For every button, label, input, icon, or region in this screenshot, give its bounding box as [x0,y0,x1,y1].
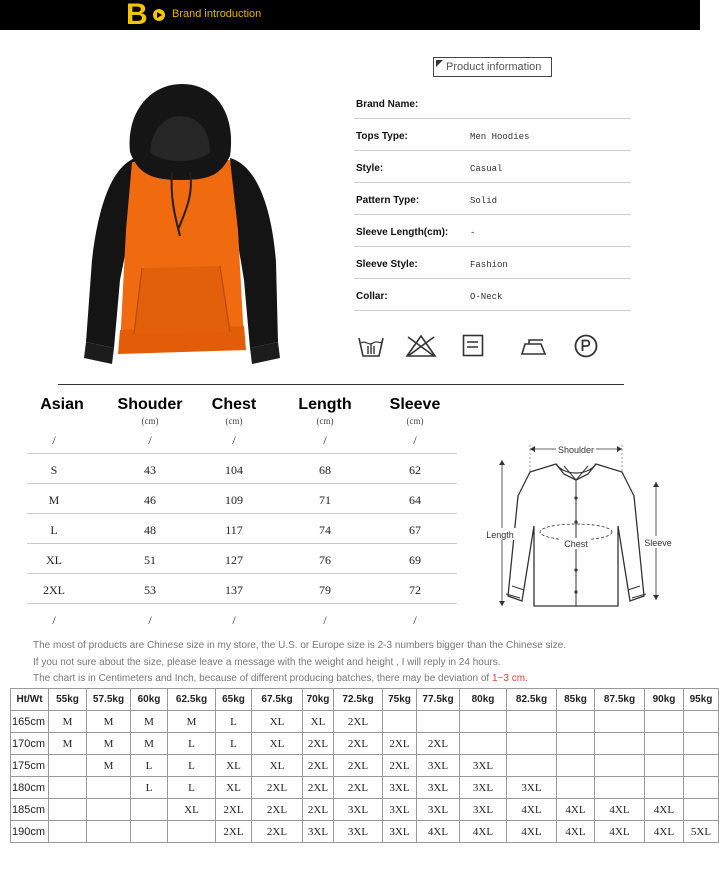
size-cell: XL [216,755,252,777]
measurement-diagram [484,436,674,616]
size-cell: L [131,755,168,777]
size-cell: 3XL [334,799,383,821]
size-cell [131,821,168,843]
size-cell: 2XL [303,755,334,777]
col-header-shoulder: Shouder [117,396,183,413]
size-cell [460,733,507,755]
size-cell: 2XL [334,777,383,799]
spec-row-brand: Brand Name: [354,86,631,119]
size-cell: XL [252,711,303,733]
size-cell [49,821,87,843]
weight-header-cell: 90kg [645,689,684,711]
size-cell [645,755,684,777]
size-row: XL 51 127 76 69 [27,544,457,574]
size-cell: 3XL [383,777,417,799]
label-shoulder: Shoulder [557,445,595,455]
size-cell: XL [168,799,216,821]
size-cell: XL [252,755,303,777]
unit-sleeve: (cm) [406,416,424,426]
size-cell [131,799,168,821]
height-label-cell: 190cm [11,821,49,843]
size-cell: XL [303,711,334,733]
table-row [11,821,719,843]
spec-row-tops-type: Tops Type: Men Hoodies [354,118,631,151]
size-cell: 2XL [216,799,252,821]
size-cell: 4XL [595,799,645,821]
size-cell [595,711,645,733]
size-cell: 2XL [417,733,460,755]
size-cell: M [87,711,131,733]
size-cell: M [49,733,87,755]
weight-header-cell: 82.5kg [507,689,557,711]
size-cell: 3XL [507,777,557,799]
size-cell: L [168,733,216,755]
size-cell: 3XL [334,821,383,843]
size-cell [557,777,595,799]
table-header-row [11,689,719,711]
table-row [11,733,719,755]
size-cell: 2XL [252,777,303,799]
size-cell: L [168,755,216,777]
size-cell: L [131,777,168,799]
size-cell: M [131,733,168,755]
height-label-cell: 170cm [11,733,49,755]
height-label-cell: 185cm [11,799,49,821]
size-cell: 3XL [417,755,460,777]
size-cell [645,777,684,799]
size-cell: 4XL [557,799,595,821]
tumble-dry-icon [462,334,484,358]
weight-header-cell: 72.5kg [334,689,383,711]
unit-length: (cm) [316,416,334,426]
size-cell: L [216,711,252,733]
size-cell: 2XL [303,799,334,821]
unit-shoulder: (cm) [141,416,159,426]
size-cell: 2XL [334,755,383,777]
size-cell [684,733,719,755]
size-cell: M [131,711,168,733]
size-cell: 2XL [303,777,334,799]
spec-row-pattern: Pattern Type: Solid [354,182,631,215]
size-cell [87,799,131,821]
label-length: Length [486,530,514,540]
size-cell: L [168,777,216,799]
size-cell: 2XL [303,733,334,755]
size-cell [595,755,645,777]
size-cell: 2XL [383,755,417,777]
size-cell: 3XL [460,755,507,777]
size-cell [684,799,719,821]
size-cell: 2XL [383,733,417,755]
size-cell: 4XL [645,821,684,843]
iron-icon [519,334,547,358]
play-icon [153,9,165,21]
brand-logo-letter: B [126,0,148,31]
dry-clean-p-icon [573,334,599,360]
col-header-length: Length [298,396,352,413]
size-cell: 4XL [557,821,595,843]
size-cell: M [49,711,87,733]
size-cell: 4XL [645,799,684,821]
size-cell [684,711,719,733]
size-cell [595,777,645,799]
size-cell [557,755,595,777]
size-cell: 3XL [303,821,334,843]
weight-header-cell: 85kg [557,689,595,711]
size-cell: 2XL [334,711,383,733]
height-label-cell: 165cm [11,711,49,733]
height-label-cell: 175cm [11,755,49,777]
spec-row-collar: Collar: O-Neck [354,278,631,311]
size-row: / / / / / [27,424,457,454]
size-row: 2XL 53 137 79 72 [27,574,457,604]
size-cell [49,777,87,799]
size-cell: 3XL [460,799,507,821]
spec-row-sleeve-length: Sleeve Length(cm): - [354,214,631,247]
label-sleeve: Sleeve [644,538,672,548]
size-cell [87,821,131,843]
size-cell: 4XL [417,821,460,843]
size-cell: 4XL [507,821,557,843]
size-cell [49,755,87,777]
weight-header-cell: 62.5kg [168,689,216,711]
weight-header-cell: 67.5kg [252,689,303,711]
size-cell [507,711,557,733]
size-cell: 4XL [595,821,645,843]
size-cell: 2XL [252,821,303,843]
size-cell: 4XL [507,799,557,821]
weight-header-cell: 65kg [216,689,252,711]
hand-wash-icon [357,334,385,358]
unit-chest: (cm) [225,416,243,426]
height-weight-table [10,688,719,843]
weight-header-cell: 55kg [49,689,87,711]
size-cell [557,711,595,733]
size-notes [33,638,566,688]
size-row: S 43 104 68 62 [27,454,457,484]
size-cell: L [216,733,252,755]
weight-header-cell: 70kg [303,689,334,711]
weight-header-cell: 95kg [684,689,719,711]
size-cell [168,821,216,843]
size-row: L 48 117 74 67 [27,514,457,544]
note-line-3: The chart is in Centimeters and Inch, because of different producing batches, there may be deviation of 1~3 cm. [33,673,528,684]
label-chest: Chest [564,539,588,549]
weight-header-cell: 80kg [460,689,507,711]
size-cell: 2XL [334,733,383,755]
size-cell: M [87,733,131,755]
col-header-chest: Chest [211,396,257,413]
weight-header-cell: 57.5kg [87,689,131,711]
section-divider [58,384,624,385]
size-cell [684,777,719,799]
size-cell: M [87,755,131,777]
size-row: / / / / / [52,613,417,627]
size-cell [383,711,417,733]
size-cell [557,733,595,755]
size-cell [417,711,460,733]
weight-header-cell: 87.5kg [595,689,645,711]
size-cell [684,755,719,777]
product-info-tag: Product information [433,57,552,77]
deviation-value: 1~3 cm. [491,673,528,684]
size-cell: 4XL [460,821,507,843]
size-cell: 2XL [252,799,303,821]
size-cell: 3XL [460,777,507,799]
spec-row-sleeve-style: Sleeve Style: Fashion [354,246,631,279]
col-header-sleeve: Sleeve [389,396,441,413]
brand-header [0,0,700,30]
size-cell: 3XL [383,821,417,843]
no-bleach-icon [405,334,437,358]
weight-header-cell: 75kg [383,689,417,711]
header-cell-ht-wt: Ht/Wt [11,689,49,711]
size-cell: 2XL [216,821,252,843]
size-cell: XL [216,777,252,799]
size-row: M 46 109 71 64 [27,484,457,514]
size-cell [645,711,684,733]
note-line-2: If you not sure about the size, please leave a message with the weight and height , I will reply in 24 hours. [33,656,501,668]
size-cell [460,711,507,733]
size-cell [595,733,645,755]
size-cell: M [168,711,216,733]
height-label-cell: 180cm [11,777,49,799]
table-row [11,777,719,799]
col-header-asian: Asian [40,396,84,413]
table-row [11,799,719,821]
size-cell: 3XL [383,799,417,821]
size-cell: 3XL [417,799,460,821]
size-cell [507,755,557,777]
spec-row-style: Style: Casual [354,150,631,183]
header-title: Brand introduction [172,8,262,20]
note-line-1: The most of products are Chinese size in my store, the U.S. or Europe size is 2-3 numbers bigger than the Chinese size. [33,640,567,651]
weight-header-cell: 77.5kg [417,689,460,711]
size-cell [645,733,684,755]
size-cell: XL [252,733,303,755]
size-cell: 5XL [684,821,719,843]
table-row [11,755,719,777]
weight-header-cell: 60kg [131,689,168,711]
table-row [11,711,719,733]
size-cell: 3XL [417,777,460,799]
size-cell [49,799,87,821]
size-cell [87,777,131,799]
hoodie-product-image [80,80,300,370]
size-cell [507,733,557,755]
